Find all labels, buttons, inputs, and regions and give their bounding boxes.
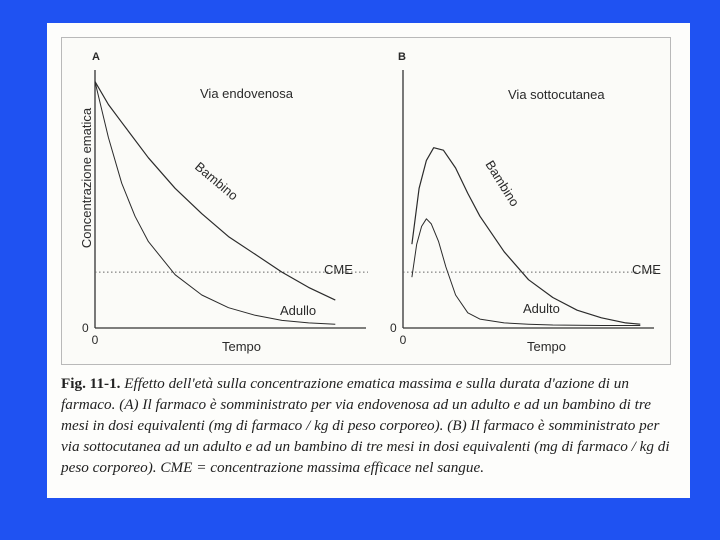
threshold-label-a: CME [324, 262, 353, 277]
caption-text: Effetto dell'età sulla concentrazione ematica massima e sulla durata d'azione di un farmaco. (A) Il farmaco è somministrato per via endovenosa ad un adulto e ad un bambino di tre mesi in dosi equivalenti (mg di farmaco / kg di peso corporeo). (B) Il farmaco è somministrato per via sottocutanea ad un adulto e ad un bambino di tre mesi in dosi equivalenti (mg di farmaco / kg di peso corporeo). CME = concentrazione massima efficace nel sangue. [61, 375, 670, 476]
threshold-label-b: CME [632, 262, 661, 277]
panel-title-b: Via sottocutanea [508, 87, 605, 102]
caption-fig-label: Fig. 11-1. [61, 375, 121, 392]
x-axis-label-b: Tempo [527, 339, 567, 354]
scanned-page [47, 23, 690, 498]
y-tick-0-a: 0 [82, 321, 89, 335]
figure-frame [61, 37, 671, 365]
figure-caption [61, 373, 681, 478]
series-label-a-1: Bambino [192, 158, 242, 204]
y-axis-label-a: Concentrazione ematica [79, 107, 94, 249]
series-label-b-2: Adulto [523, 301, 560, 316]
series-line-a-2 [95, 82, 335, 325]
series-line-a-1 [95, 82, 335, 301]
panel-title-a: Via endovenosa [200, 86, 294, 101]
series-line-b-1 [412, 148, 640, 325]
series-label-b-1: Bambino [482, 157, 523, 210]
x-axis-label-a: Tempo [222, 339, 262, 354]
figure-svg [62, 38, 670, 364]
y-tick-0-b: 0 [390, 321, 397, 335]
panel-label-b: B [398, 51, 406, 63]
x-tick-0-b: 0 [399, 333, 407, 347]
series-label-a-2: Adullo [280, 303, 317, 318]
x-tick-0-a: 0 [91, 333, 99, 347]
panel-label-a: A [92, 51, 100, 63]
